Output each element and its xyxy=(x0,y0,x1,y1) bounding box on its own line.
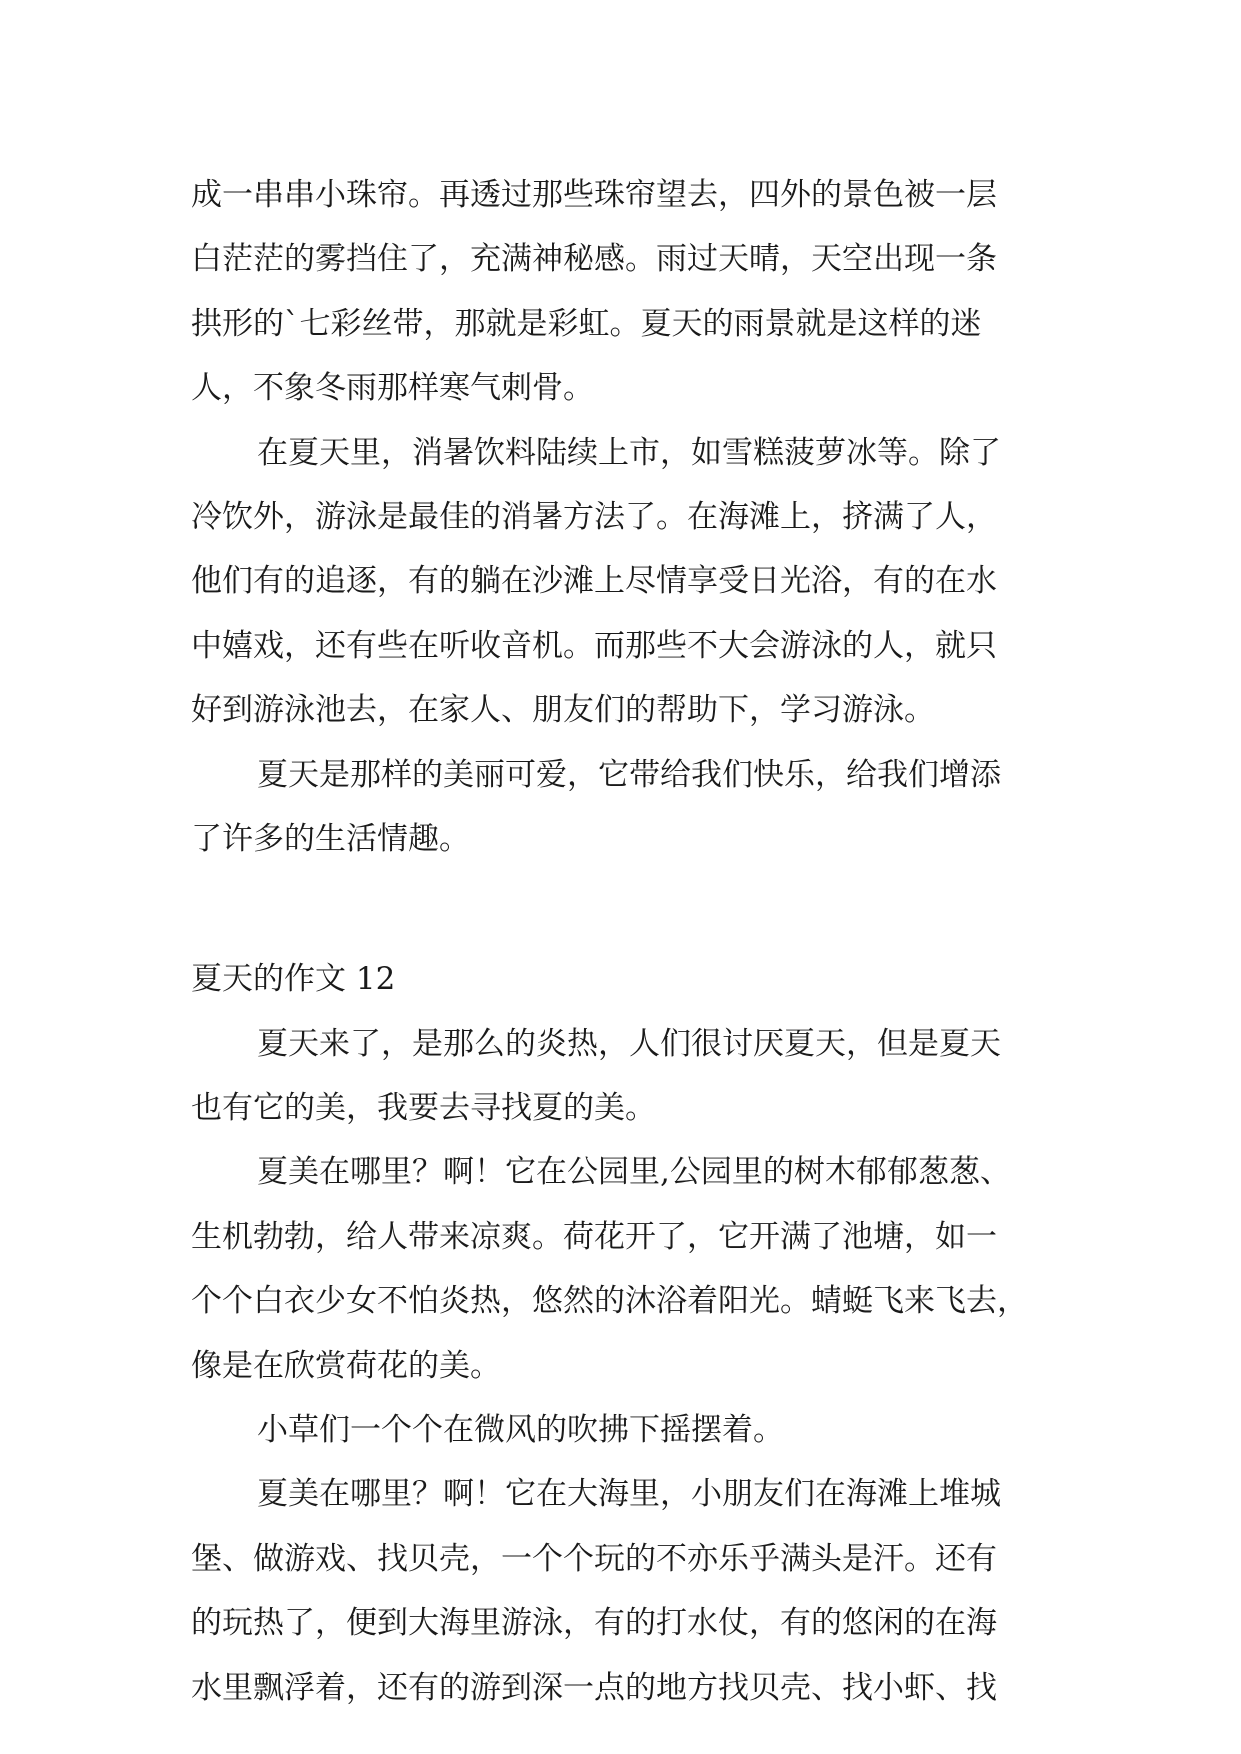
text-line: 水里飘浮着，还有的游到深一点的地方找贝壳、找小虾、找 xyxy=(191,1669,997,1706)
paragraph-grass xyxy=(191,1398,1061,1462)
text-line: 白茫茫的雾挡住了，充满神秘感。雨过天晴，天空出现一条 xyxy=(191,241,997,278)
text-line: 成一串串小珠帘。再透过那些珠帘望去，四外的景色被一层 xyxy=(191,177,997,213)
text-line: 的玩热了，便到大海里游泳，有的打水仗，有的悠闲的在海 xyxy=(191,1605,997,1642)
text-line: 夏美在哪里？啊！它在大海里，小朋友们在海滩上堆城 xyxy=(257,1476,1001,1513)
text-line: 夏美在哪里？啊！它在公园里,公园里的树木郁郁葱葱、 xyxy=(257,1154,1011,1191)
text-line: 人，不象冬雨那样寒气刺骨。 xyxy=(191,370,594,407)
text-line: 小草们一个个在微风的吹拂下摇摆着。 xyxy=(257,1412,784,1449)
paragraph-park xyxy=(191,1140,1061,1398)
paragraph-continued xyxy=(191,163,1061,421)
section-gap xyxy=(191,871,1061,947)
text-line: 堡、做游戏、找贝壳，一个个玩的不亦乐乎满头是汗。还有 xyxy=(191,1540,997,1577)
text-line: 夏天来了，是那么的炎热，人们很讨厌夏天，但是夏天 xyxy=(257,1025,1001,1062)
text-line: 在夏天里，消暑饮料陆续上市，如雪糕菠萝冰等。除了 xyxy=(257,434,1001,471)
text-line: 了许多的生活情趣。 xyxy=(191,820,470,857)
text-line: 生机勃勃，给人带来凉爽。荷花开了，它开满了池塘，如一 xyxy=(191,1218,997,1255)
text-line: 冷饮外，游泳是最佳的消暑方法了。在海滩上，挤满了人， xyxy=(191,498,997,535)
text-line: 好到游泳池去，在家人、朋友们的帮助下，学习游泳。 xyxy=(191,692,935,729)
text-line: 他们有的追逐，有的躺在沙滩上尽情享受日光浴，有的在水 xyxy=(191,563,997,600)
document-body xyxy=(191,163,1061,1720)
text-line: 夏天是那样的美丽可爱，它带给我们快乐，给我们增添 xyxy=(257,756,1001,793)
text-line: 也有它的美，我要去寻找夏的美。 xyxy=(191,1090,656,1127)
paragraph-intro xyxy=(191,1012,1061,1141)
text-line: 中嬉戏，还有些在听收音机。而那些不大会游泳的人，就只 xyxy=(191,627,997,664)
text-line: 个个白衣少女不怕炎热，悠然的沐浴着阳光。蜻蜓飞来飞去， xyxy=(191,1283,1028,1320)
section-title: 夏天的作文 12 xyxy=(191,961,396,998)
text-line: 像是在欣赏荷花的美。 xyxy=(191,1347,501,1384)
paragraph-sea xyxy=(191,1462,1061,1720)
paragraph-summary xyxy=(191,743,1061,872)
paragraph-drinks xyxy=(191,421,1061,743)
text-line: 拱形的`七彩丝带，那就是彩虹。夏天的雨景就是这样的迷 xyxy=(191,305,982,342)
